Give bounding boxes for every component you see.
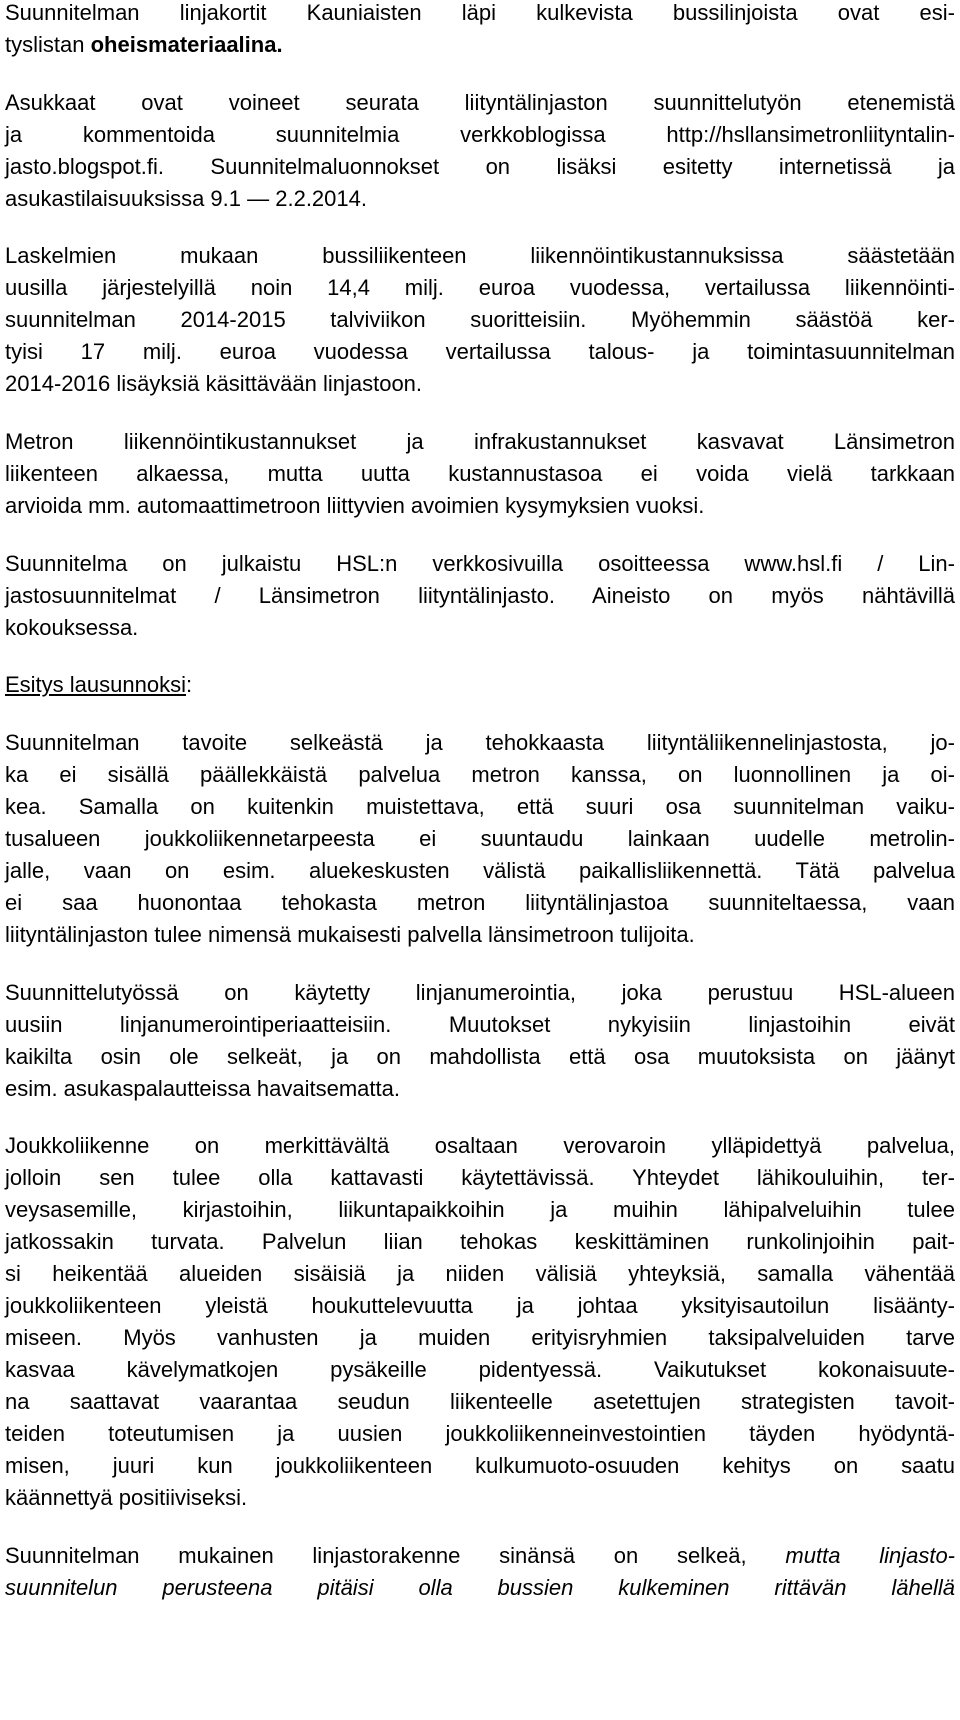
text-line: tusalueen joukkoliikennetarpeesta ei suuntaudu lainkaan uudelle metrolin- — [5, 826, 955, 851]
text-line: miseen. Myös vanhusten ja muiden erityisryhmien taksipalveluiden tarve — [5, 1325, 955, 1350]
text-line: kasvaa kävelymatkojen pysäkeille pidentyessä. Vaikutukset kokonaisuute- — [5, 1357, 955, 1382]
text-line: Metron liikennöintikustannukset ja infrakustannukset kasvavat Länsimetron — [5, 429, 955, 454]
text-line: ei saa huonontaa tehokasta metron liityntälinjastoa suunniteltaessa, vaan — [5, 890, 955, 915]
text-span: tyslistan — [5, 32, 91, 57]
text-line: si heikentää alueiden sisäisiä ja niiden välisiä yhteyksiä, samalla vähentää — [5, 1261, 955, 1286]
heading-text: Esitys lausunnoksi — [5, 672, 186, 697]
text-line: käännettyä positiiviseksi. — [5, 1485, 248, 1510]
text-line: na saattavat vaarantaa seudun liikenteelle asetettujen strategisten tavoit- — [5, 1389, 955, 1414]
text-line: jasto.blogspot.fi. Suunnitelmaluonnokset on lisäksi esitetty internetissä ja — [5, 154, 955, 179]
text-line: Suunnitelman linjakortit Kauniaisten läpi kulkevista bussilinjoista ovat esi- — [5, 0, 955, 25]
text-line — [0, 1540, 960, 1572]
text-line: teiden toteutumisen ja uusien joukkoliikenneinvestointien täyden hyödyntä- — [5, 1421, 955, 1446]
text-line: 2014-2016 lisäyksiä käsittävään linjastoon. — [5, 371, 423, 396]
text-line: asukastilaisuuksissa 9.1 — 2.2.2014. — [5, 186, 367, 211]
heading-colon: : — [185, 672, 193, 697]
text-line: uusilla järjestelyillä noin 14,4 milj. euroa vuodessa, vertailussa liikennöinti- — [5, 275, 955, 300]
text-line — [0, 29, 960, 61]
text-line: kokouksessa. — [5, 615, 139, 640]
text-line: ja kommentoida suunnitelmia verkkoblogissa http://hsllansimetronliityntalin- — [5, 122, 955, 147]
text-line: Suunnitelman tavoite selkeästä ja tehokkaasta liityntäliikennelinjastosta, jo- — [5, 730, 955, 755]
text-line: tyisi 17 milj. euroa vuodessa vertailussa talous- ja toimintasuunnitelman — [5, 339, 955, 364]
text-line: veysasemille, kirjastoihin, liikuntapaikkoihin ja muihin lähipalveluihin tulee — [5, 1197, 955, 1222]
text-line: Suunnitelma on julkaistu HSL:n verkkosivuilla osoitteessa www.hsl.fi / Lin- — [5, 551, 955, 576]
text-line: liikenteen alkaessa, mutta uutta kustannustasoa ei voida vielä tarkkaan — [5, 461, 955, 486]
text-line: Laskelmien mukaan bussiliikenteen liikennöintikustannuksissa säästetään — [5, 243, 955, 268]
text-line: Asukkaat ovat voineet seurata liityntälinjaston suunnittelutyön etenemistä — [5, 90, 955, 115]
text-line: esim. asukaspalautteissa havaitsematta. — [5, 1076, 400, 1101]
text-line: liityntälinjaston tulee nimensä mukaisesti palvella länsimetroon tulijoita. — [5, 922, 695, 947]
text-line: jolloin sen tulee olla kattavasti käytettävissä. Yhteydet lähikouluihin, ter- — [5, 1165, 955, 1190]
text-line: suunnitelman 2014-2015 talviviikon suoritteisiin. Myöhemmin säästöä ker- — [5, 307, 955, 332]
bold-text: oheismateriaalina. — [90, 32, 283, 57]
text-line: misen, juuri kun joukkoliikenteen kulkumuoto-osuuden kehitys on saatu — [5, 1453, 955, 1478]
text-line: arvioida mm. automaattimetroon liittyvien avoimien kysymyksien vuoksi. — [5, 493, 705, 518]
text-line: uusiin linjanumerointiperiaatteisiin. Muutokset nykyisiin linjastoihin eivät — [5, 1012, 955, 1037]
text-line: kaikilta osin ole selkeät, ja on mahdollista että osa muutoksista on jäänyt — [5, 1044, 955, 1069]
text-line: joukkoliikenteen yleistä houkuttelevuutta ja johtaa yksityisautoilun lisäänty- — [5, 1293, 955, 1318]
text-line: jatkossakin turvata. Palvelun liian tehokas keskittäminen runkolinjoihin pait- — [5, 1229, 955, 1254]
text-line: Joukkoliikenne on merkittävältä osaltaan verovaroin ylläpidettyä palvelua, — [5, 1133, 955, 1158]
italic-text-line: suunnitelun perusteena pitäisi olla bussien kulkeminen rittävän lähellä — [5, 1575, 955, 1600]
text-line: Suunnittelutyössä on käytetty linjanumerointia, joka perustuu HSL-alueen — [5, 980, 955, 1005]
italic-text: mutta linjasto- — [785, 1543, 955, 1568]
text-line: jastosuunnitelmat / Länsimetron liityntälinjasto. Aineisto on myös nähtävillä — [5, 583, 955, 608]
section-heading — [0, 669, 960, 701]
text-span: Suunnitelman mukainen linjastorakenne sinänsä on selkeä, — [5, 1543, 786, 1568]
text-line: jalle, vaan on esim. aluekeskusten välistä paikallisliikennettä. Tätä palvelua — [5, 858, 955, 883]
text-line: kea. Samalla on kuitenkin muistettava, että suuri osa suunnitelman vaiku- — [5, 794, 955, 819]
text-line: ka ei sisällä päällekkäistä palvelua metron kanssa, on luonnollinen ja oi- — [5, 762, 955, 787]
